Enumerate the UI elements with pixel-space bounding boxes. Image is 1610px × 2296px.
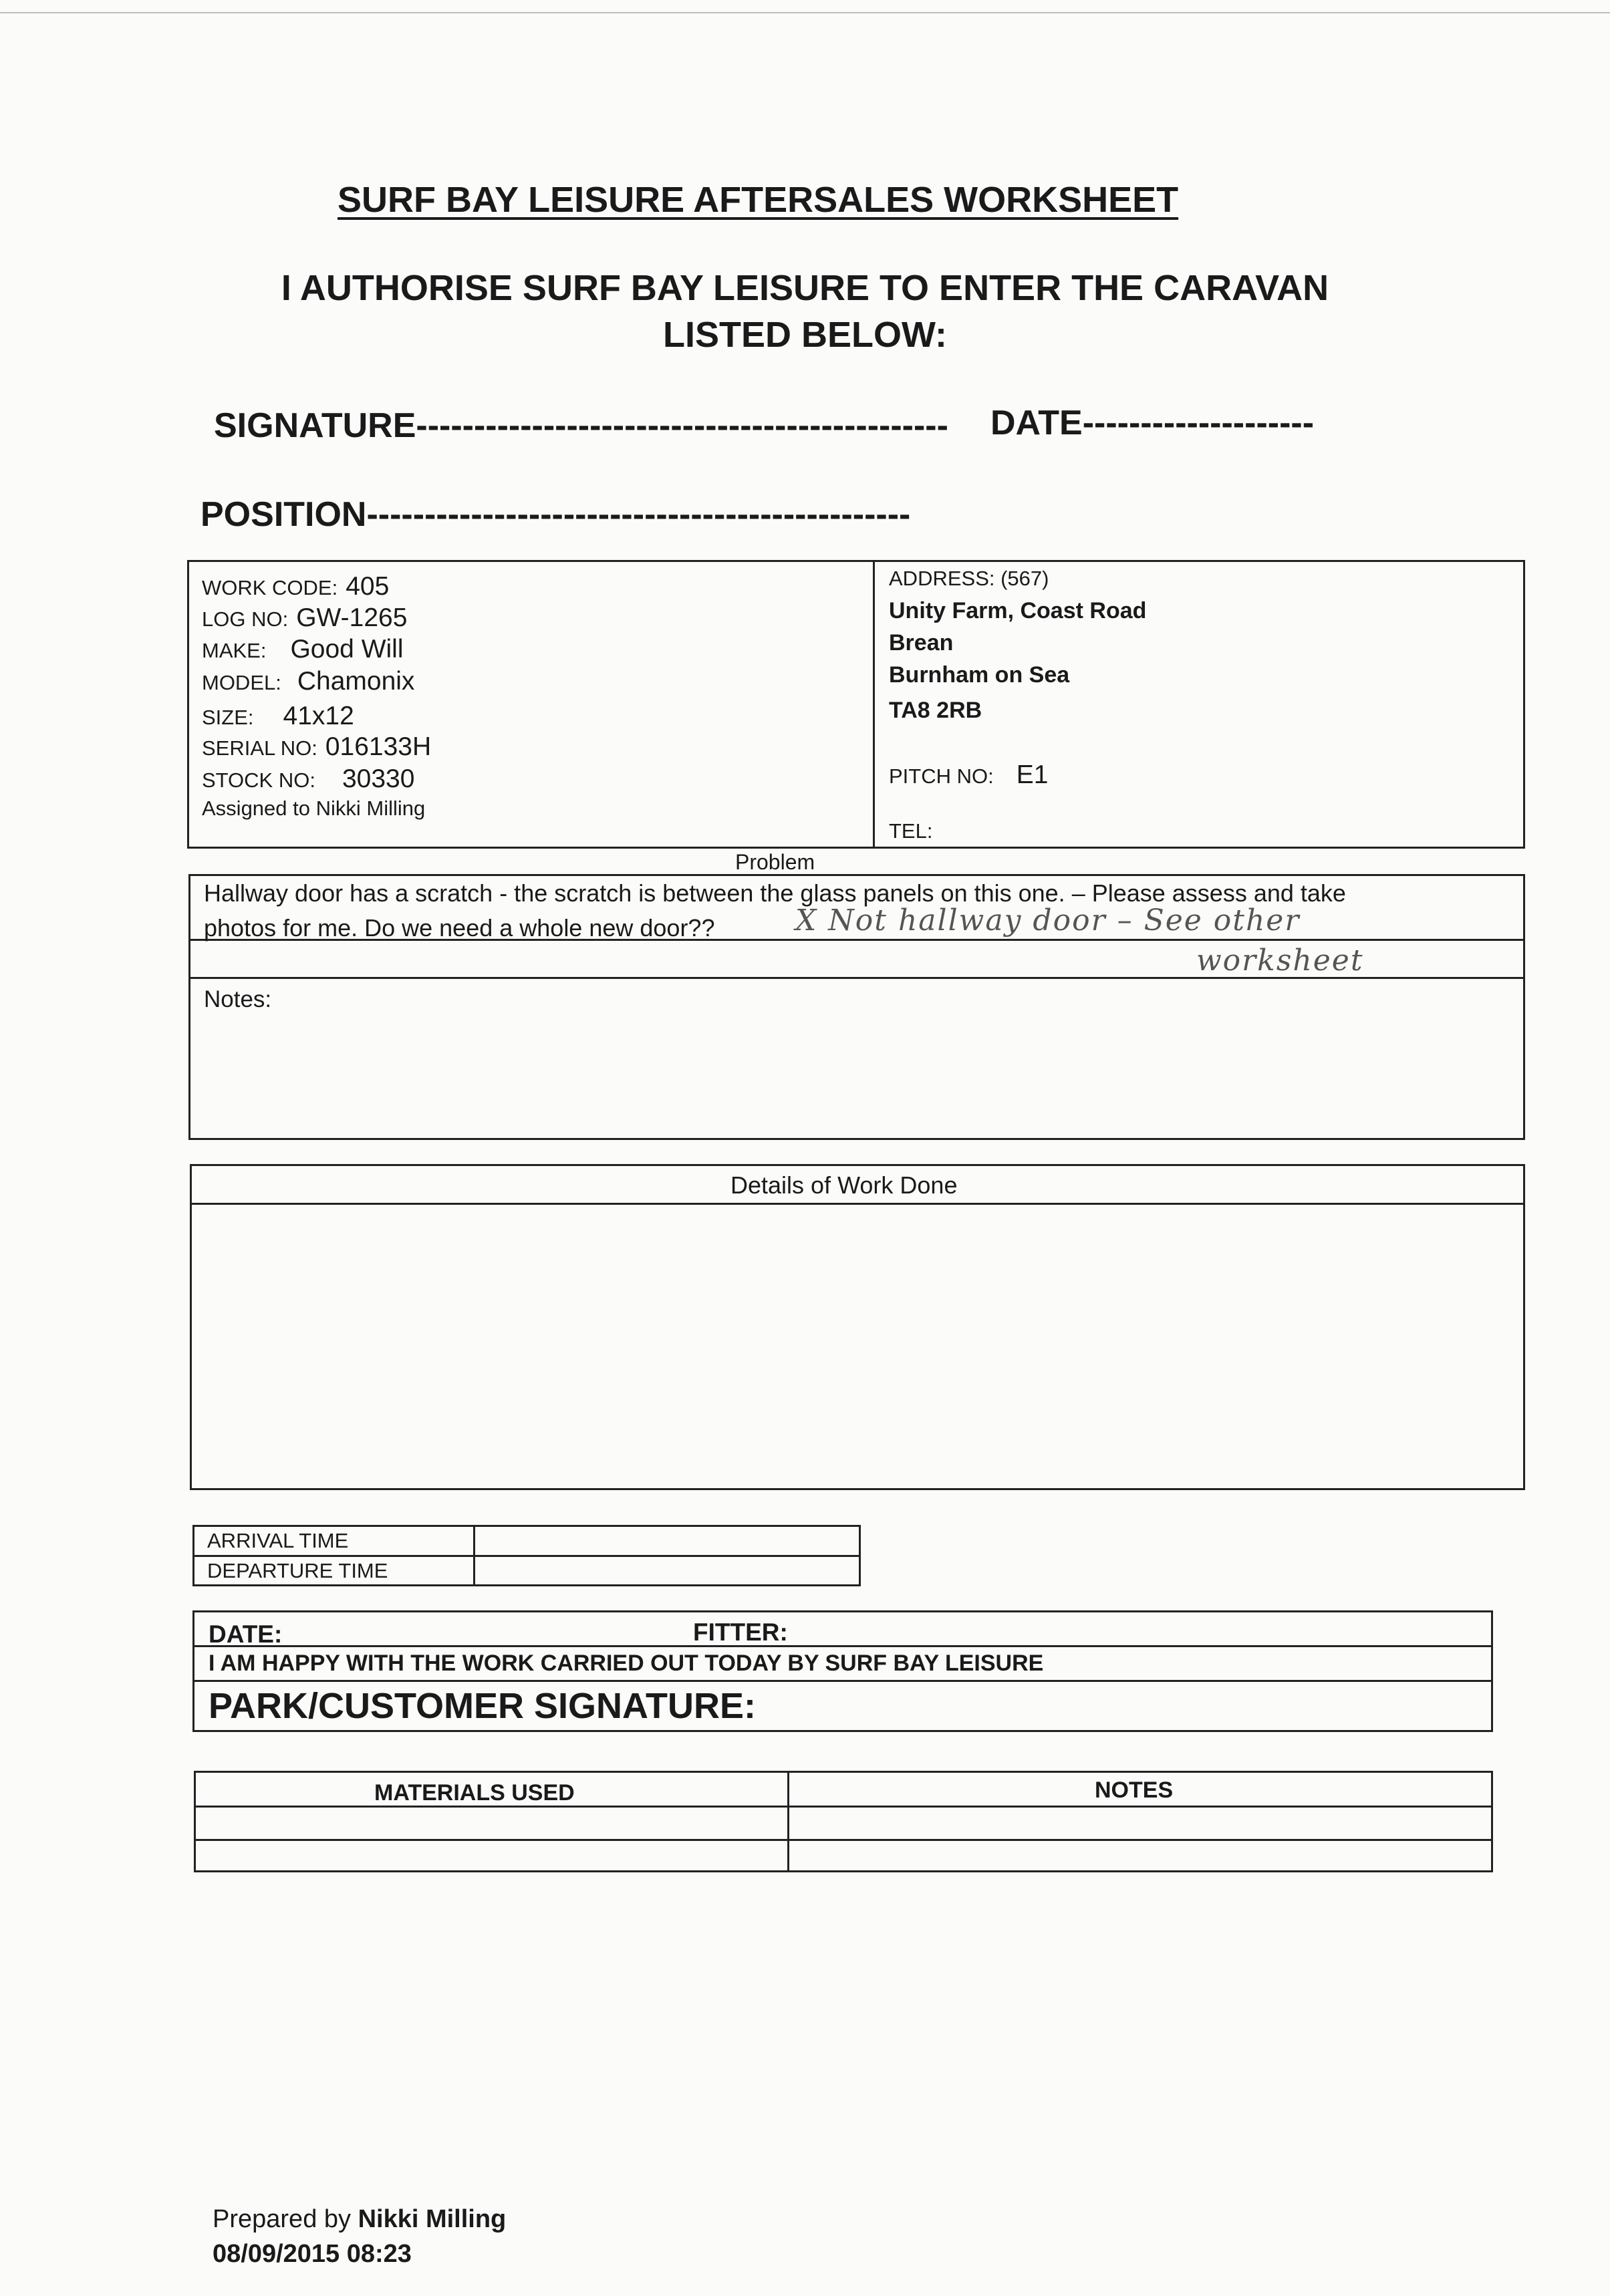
authorise-line-2: LISTED BELOW:	[663, 315, 947, 355]
departure-time-label: DEPARTURE TIME	[207, 1559, 388, 1582]
log-no-value: GW-1265	[296, 603, 408, 632]
arrival-time-label: ARRIVAL TIME	[207, 1529, 349, 1552]
page-title: SURF BAY LEISURE AFTERSALES WORKSHEET	[338, 180, 1179, 220]
times-rule	[192, 1555, 861, 1557]
model-value: Chamonix	[297, 667, 415, 696]
model-row	[202, 667, 414, 696]
work-code-row	[202, 572, 389, 601]
signoff-rule-1	[192, 1645, 1493, 1647]
make-value: Good Will	[290, 635, 404, 664]
customer-signature-label: PARK/CUSTOMER SIGNATURE:	[209, 1686, 757, 1726]
work-done-heading: Details of Work Done	[730, 1171, 958, 1199]
serial-value: 016133H	[325, 732, 432, 761]
materials-used-header: MATERIALS USED	[374, 1780, 575, 1806]
stock-row	[202, 764, 414, 794]
fitter-label: FITTER:	[693, 1618, 788, 1646]
size-value: 41x12	[283, 702, 354, 730]
position-line: POSITION-----------------------------------------------	[200, 495, 911, 534]
tel-label: TEL:	[889, 819, 933, 843]
log-no-row	[202, 603, 407, 633]
happy-statement: I AM HAPPY WITH THE WORK CARRIED OUT TODAY BY SURF BAY LEISURE	[209, 1651, 1044, 1676]
make-label: MAKE:	[202, 639, 267, 662]
signature-line: SIGNATURE----------------------------------------------	[214, 406, 948, 445]
pitch-label: PITCH NO:	[889, 764, 994, 788]
handwritten-note-1: X Not hallway door – See other	[795, 903, 1301, 938]
prepared-by	[213, 2205, 506, 2234]
serial-row	[202, 732, 431, 762]
size-row	[202, 702, 354, 731]
problem-heading: Problem	[735, 850, 815, 874]
pitch-value: E1	[1016, 760, 1049, 789]
caravan-box-divider	[873, 560, 875, 847]
pitch-row	[889, 760, 1048, 790]
address-line-4: TA8 2RB	[889, 698, 982, 723]
signoff-date-label: DATE:	[209, 1620, 283, 1648]
handwritten-note-2: worksheet	[1196, 944, 1364, 978]
signoff-rule-2	[192, 1680, 1493, 1682]
work-done-rule	[190, 1203, 1525, 1205]
model-label: MODEL:	[202, 671, 281, 694]
prepared-by-label: Prepared by	[213, 2205, 352, 2233]
stock-label: STOCK NO:	[202, 768, 315, 792]
work-code-label: WORK CODE:	[202, 576, 338, 599]
address-label: ADDRESS: (567)	[889, 567, 1049, 590]
date-line: DATE--------------------	[990, 404, 1315, 442]
materials-divider	[787, 1771, 789, 1872]
serial-label: SERIAL NO:	[202, 736, 317, 760]
address-line-2: Brean	[889, 630, 954, 656]
work-done-box	[190, 1164, 1525, 1490]
address-line-1: Unity Farm, Coast Road	[889, 598, 1147, 623]
address-line-3: Burnham on Sea	[889, 662, 1070, 688]
stock-value: 30330	[342, 764, 415, 793]
problem-line-2: photos for me. Do we need a whole new door??	[204, 914, 715, 942]
materials-rule-2	[194, 1839, 1493, 1841]
work-code-value: 405	[346, 572, 390, 601]
authorise-line-1: I AUTHORISE SURF BAY LEISURE TO ENTER THE CARAVAN	[281, 268, 1329, 308]
scan-edge	[0, 12, 1610, 13]
size-label: SIZE:	[202, 706, 254, 729]
assigned-to: Assigned to Nikki Milling	[202, 797, 426, 820]
log-no-label: LOG NO:	[202, 607, 289, 631]
prepared-datetime: 08/09/2015 08:23	[213, 2240, 412, 2268]
problem-line-1: Hallway door has a scratch - the scratch is between the glass panels on this one. – Please assess and take	[204, 879, 1346, 907]
times-divider	[473, 1525, 475, 1586]
notes-header: NOTES	[1095, 1777, 1174, 1803]
make-row	[202, 635, 404, 664]
notes-label: Notes:	[204, 986, 272, 1012]
prepared-by-name: Nikki Milling	[358, 2205, 507, 2233]
